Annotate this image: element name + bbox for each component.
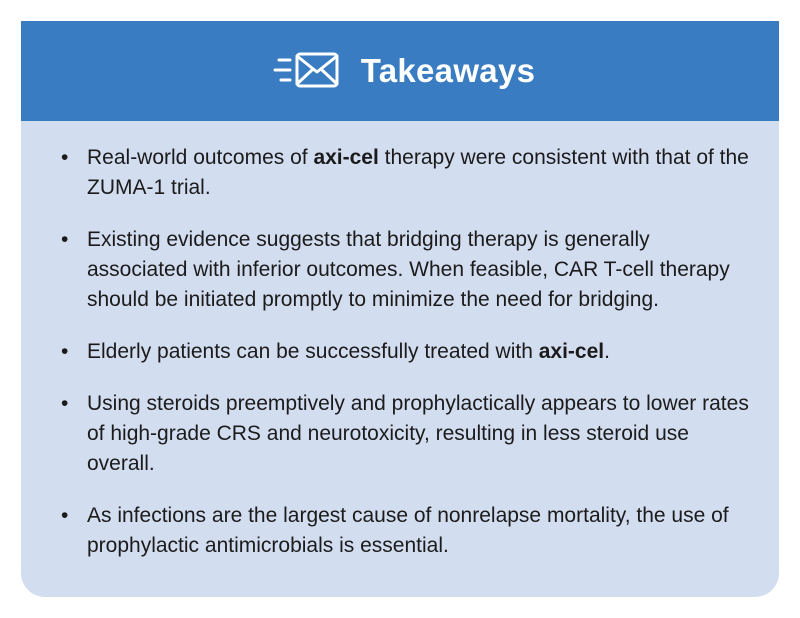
takeaways-card: [21, 21, 779, 597]
list-item: [61, 225, 749, 315]
list-item: [61, 389, 749, 479]
takeaways-list: [21, 121, 779, 561]
bullet-icon: •: [61, 392, 69, 415]
item-text-after: therapy were consistent with that of the ZUMA-1 trial.: [87, 146, 749, 199]
card-title: Takeaways: [360, 52, 536, 89]
bullet-icon: •: [61, 228, 69, 251]
item-text: As infections are the largest cause of nonrelapse mortality, the use of prophylactic antimicrobials is essential.: [87, 504, 729, 557]
card-header: [21, 21, 779, 121]
item-text: Elderly patients can be successfully treated with: [87, 340, 539, 363]
envelope-flap: [297, 56, 337, 72]
list-item: [61, 143, 749, 203]
envelope-fold-right: [322, 70, 337, 84]
bullet-icon: •: [61, 340, 69, 363]
envelope-fold-left: [297, 70, 312, 84]
item-bold: axi-cel: [538, 340, 605, 363]
header-inner: [273, 49, 536, 93]
item-text: Real-world outcomes of: [87, 146, 314, 169]
list-item: [61, 337, 749, 367]
list-item: [61, 501, 749, 561]
item-text-after: .: [604, 340, 610, 363]
bullet-icon: •: [61, 146, 69, 169]
bullet-icon: •: [61, 504, 69, 527]
item-text: Using steroids preemptively and prophylactically appears to lower rates of high-grade CRS and neurotoxicity, resulting in less steroid use overall.: [87, 392, 749, 475]
item-text: Existing evidence suggests that bridging therapy is generally associated with inferior outcomes. When feasible, CAR T-cell therapy should be initiated promptly to minimize the need for bridging.: [87, 228, 730, 311]
envelope-body: [297, 54, 337, 86]
email-icon: [273, 49, 343, 93]
item-bold: axi-cel: [313, 146, 379, 169]
